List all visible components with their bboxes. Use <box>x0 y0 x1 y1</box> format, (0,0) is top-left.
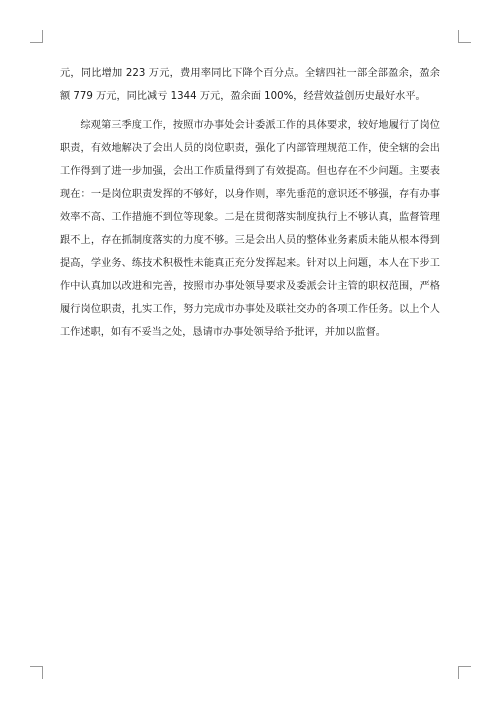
crop-mark-bottom-right <box>458 666 471 679</box>
document-body <box>60 62 440 344</box>
crop-mark-bottom-left <box>30 666 43 679</box>
paragraph-1: 元，同比增加 223 万元，费用率同比下降个百分点。全辖四社一部全部盈余，盈余额 779 万元，同比减亏 1344 万元，盈余面 100%，经营效益创历史最好水平。 <box>60 68 440 102</box>
crop-mark-top-right <box>458 30 471 43</box>
paragraph-2: 综观第三季度工作，按照市办事处会计委派工作的具体要求，较好地履行了岗位职责，有效地解决了会出人员的岗位职责，强化了内部管理规范工作，使全辖的会出工作得到了进一步加强，会出工作质量得到了有效提高。但也存在不少问题。主要表现在：一是岗位职责发挥的不够好，以身作则，率先垂范的意识还不够强，存有办事效率不高、工作措施不到位等现象。二是在贯彻落实制度执行上不够认真，监督管理跟不上，存在抓制度落实的力度不够。三是会出人员的整体业务素质未能从根本得到提高，学业务、练技术积极性未能真正充分发挥起来。针对以上问题，本人在下步工作中认真加以改进和完善，按照市办事处领导要求及委派会计主管的职权范围，严格履行岗位职责，扎实工作，努力完成市办事处及联社交办的各项工作任务。以上个人工作述职，如有不妥当之处，恳请市办事处领导给予批评，并加以监督。 <box>60 120 440 338</box>
crop-mark-top-left <box>30 30 43 43</box>
